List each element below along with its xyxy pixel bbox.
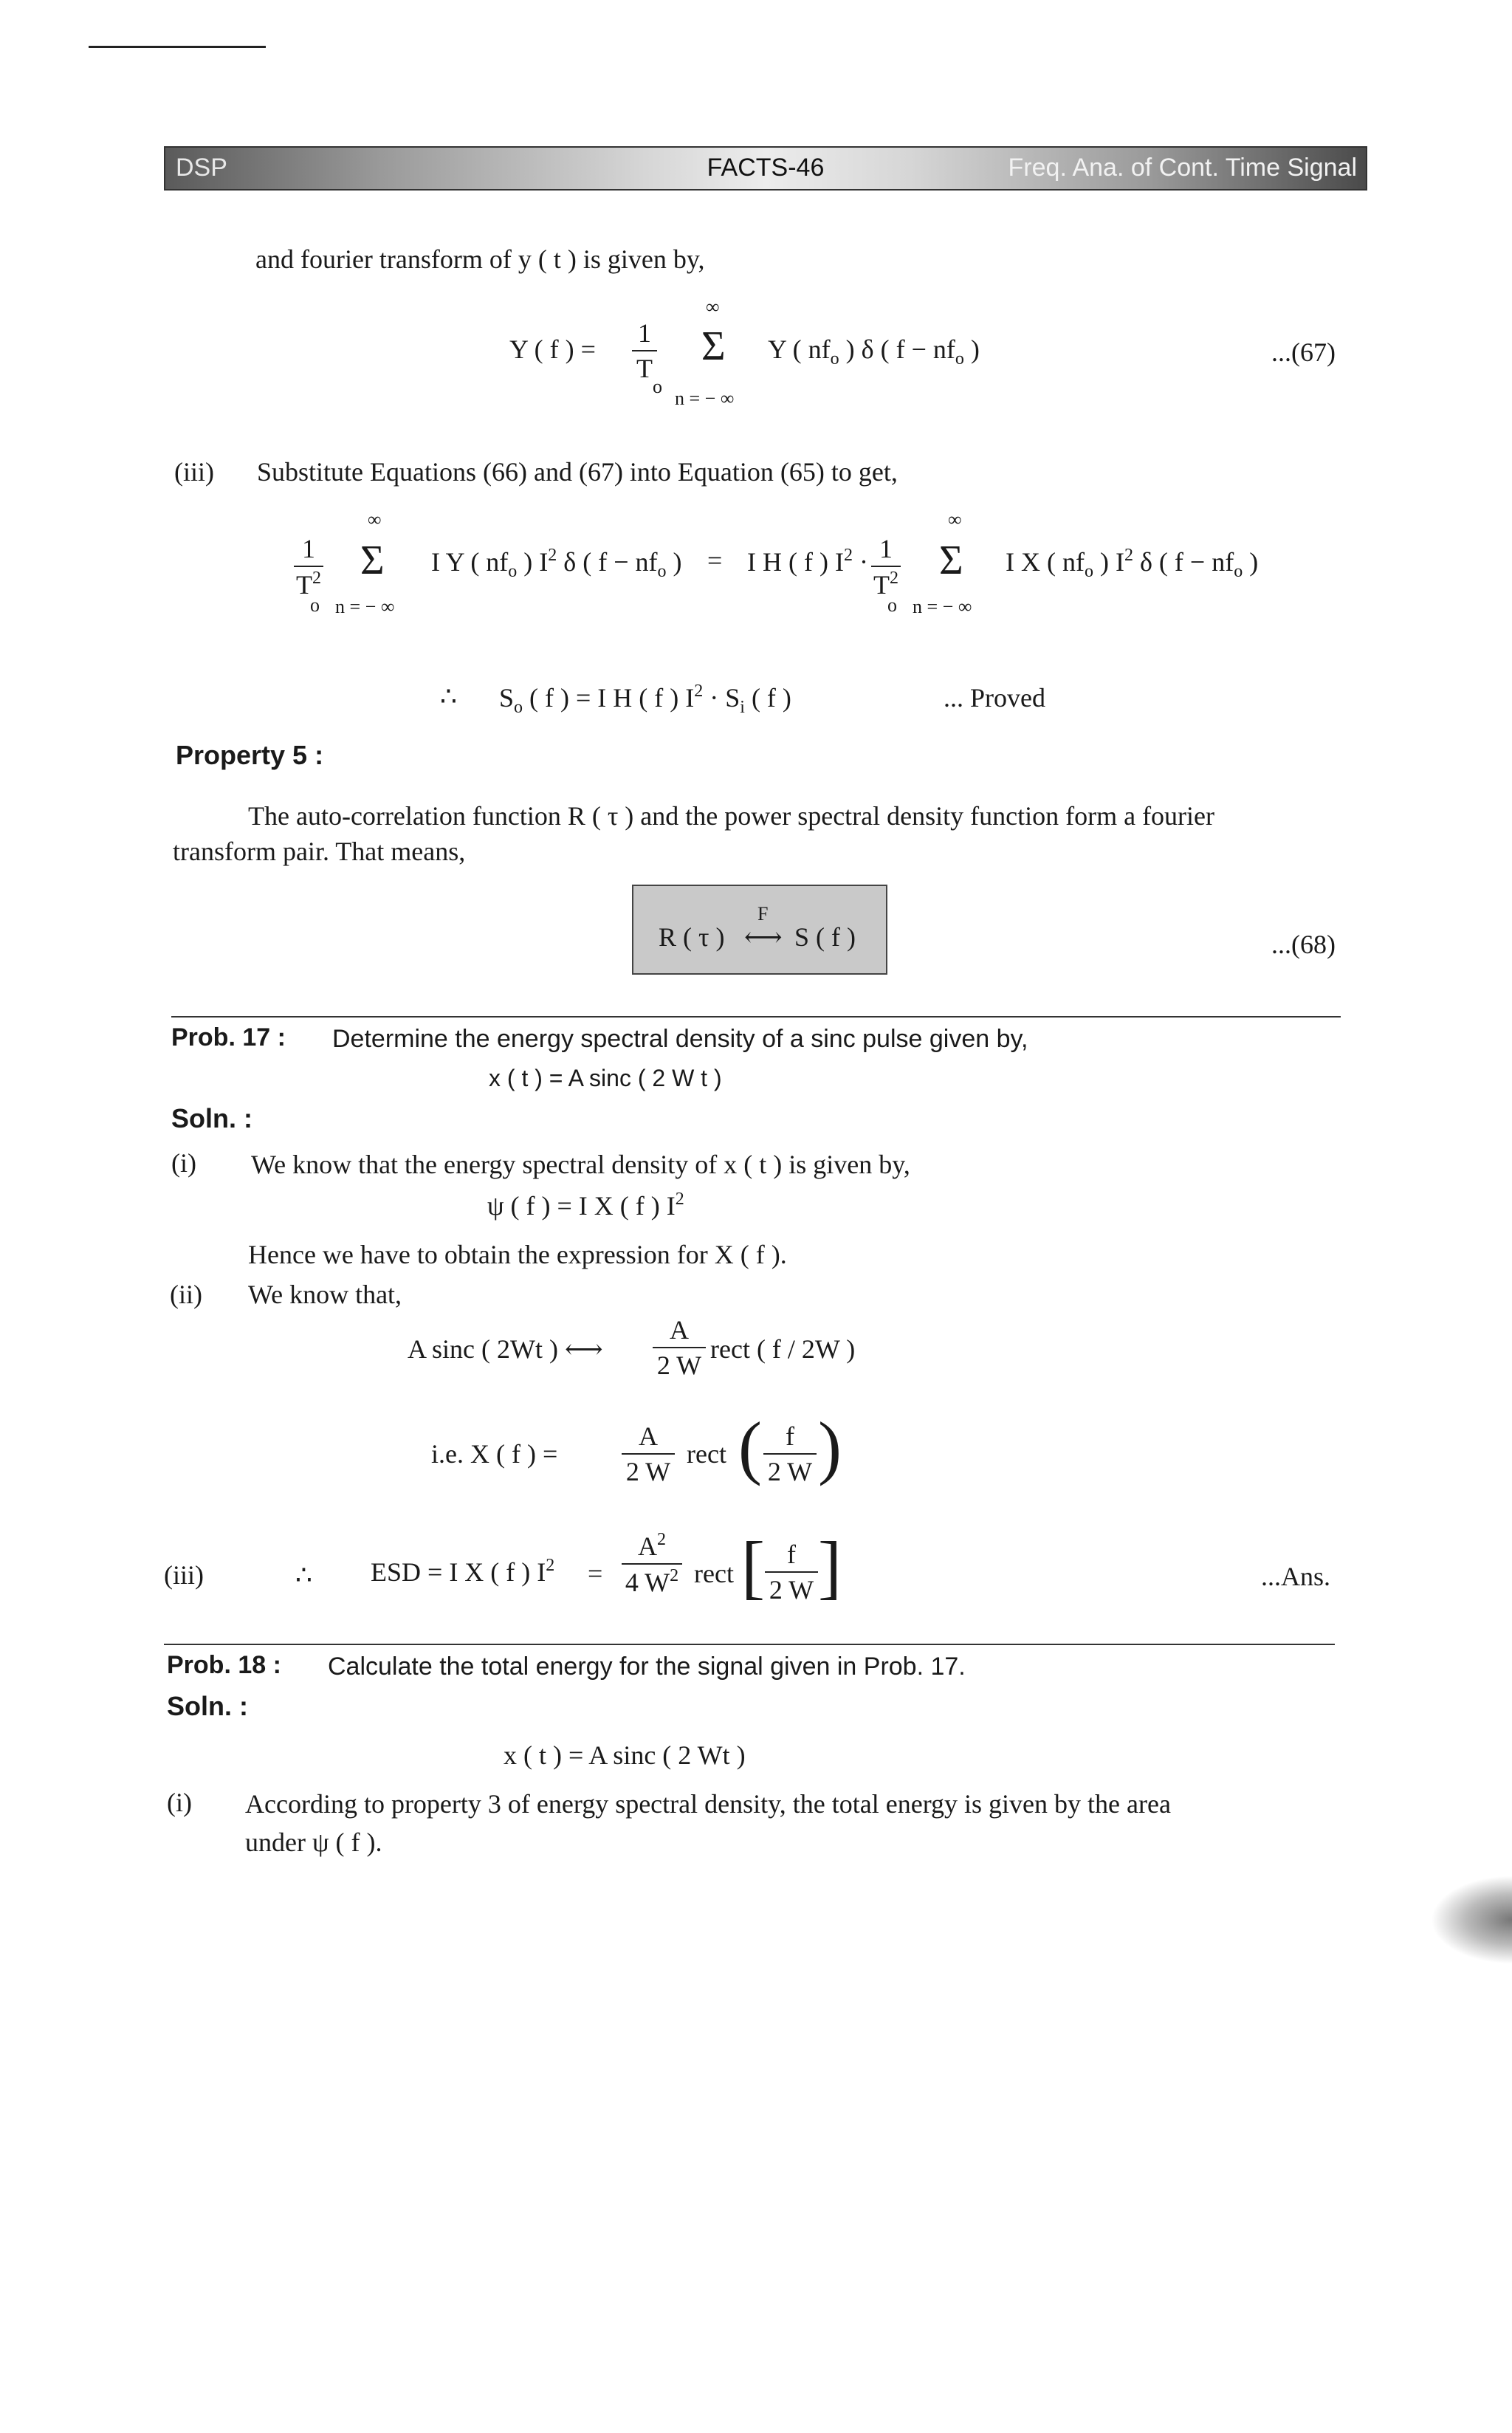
sub-sum-top-right: ∞ [948,509,962,530]
proved-note: ... Proved [944,683,1045,713]
prob17-given: x ( t ) = A sinc ( 2 W t ) [489,1065,722,1091]
therefore-symbol: ∴ [440,682,457,711]
page-header [164,146,1367,191]
prob17-iii-therefore: ∴ [295,1560,312,1590]
sub-mid: I H ( f ) $I^2$ · [747,546,868,577]
property5-line2: transform pair. That means, [173,837,466,866]
prob17-iii-label: (iii) [164,1560,204,1590]
prob18-i-line2: under ψ ( f ). [245,1828,382,1857]
prob17-i-text: We know that the energy spectral density of x ( t ) is given by, [251,1150,910,1179]
eq67-body: Y ( $nf_o$ ) δ ( $f - nf_o$ ) [768,334,980,368]
eq67-number: ...(67) [1271,337,1336,367]
sub-denom-sub-left: o [310,594,320,616]
prob17-label: Prob. 17 : [171,1023,286,1051]
pair-fraction: A 2 W [653,1314,706,1381]
page-edge-shadow [1431,1876,1512,1964]
sub-right-body: I X ( $nf_o$ ) $I^2$ δ ( $f - nf_o$ ) [1006,546,1259,581]
esd-equals: = [588,1559,603,1588]
sub-equals: = [707,546,723,575]
ie-fraction: A 2 W [622,1421,675,1487]
ie-right-paren: ) [818,1407,842,1486]
sub-left-body: I Y ( $nf_o$ ) $I^2$ δ ( $f - nf_o$ ) [431,546,682,581]
prob17-hence: Hence we have to obtain the expression for X ( f ). [248,1240,787,1269]
eq67-fraction [632,318,657,384]
box-lhs: R ( τ ) [659,922,725,952]
box-rhs: S ( f ) [794,922,856,952]
sub-frac-left: 1 $T^2$ [294,533,323,600]
sub-sigma-left: Σ [360,538,385,583]
intro-text: and fourier transform of y ( t ) is given by, [255,244,705,274]
esd-right-bracket: ] [818,1527,842,1606]
prob17-text: Determine the energy spectral density of a sinc pulse given by, [332,1025,1028,1053]
prob18-given: x ( t ) = A sinc ( 2 Wt ) [504,1740,746,1770]
prob17-ii-text: We know that, [248,1280,402,1309]
ie-lhs: i.e. X ( f ) = [431,1439,558,1469]
sub-frac-right: 1 $T^2$ [871,533,901,600]
step-iii-text: Substitute Equations (66) and (67) into Equation (65) to get, [257,457,898,487]
esd-inner-fraction: f 2 W [765,1539,818,1605]
prob18-label: Prob. 18 : [167,1651,281,1679]
top-rule [89,46,266,48]
property5-line1: The auto-correlation function R ( τ ) and the power spectral density function form a fourier [248,801,1215,831]
sub-denom-sub-right: o [887,594,897,616]
divider-2 [164,1644,1335,1645]
eq67-sigma: Σ [701,323,726,369]
sub-sum-bottom-left: n = − ∞ [335,596,395,617]
sub-sigma-right: Σ [939,538,963,583]
property5-heading: Property 5 : [176,740,324,770]
header-left: DSP [176,154,227,182]
eq68-number: ...(68) [1271,930,1336,959]
prob17-psi-eq: ψ ( f ) = I X ( f ) $I^2$ [487,1190,684,1221]
prob17-soln: Soln. : [171,1103,252,1133]
esd-lhs: ESD = I X ( f ) $I^2$ [371,1556,555,1587]
divider-1 [171,1016,1341,1018]
eq67-lhs: Y ( f ) = [509,334,596,364]
esd-left-bracket: [ [741,1527,765,1606]
ie-rect: rect [687,1439,726,1469]
prob18-i-label: (i) [167,1788,192,1817]
sub-sum-bottom-right: n = − ∞ [913,596,972,617]
prob18-text: Calculate the total energy for the signal given in Prob. 17. [328,1653,966,1681]
prob17-ii-label: (ii) [170,1280,202,1309]
header-center: FACTS-46 [707,154,825,182]
prob18-soln: Soln. : [167,1691,248,1721]
eq67-numer: 1 [638,318,651,348]
pair-lhs: A sinc ( 2Wt ) ⟷ [408,1334,603,1364]
eq67-denom: T [636,354,653,383]
prob18-i-line1: According to property 3 of energy spectral density, the total energy is given by the area [245,1789,1171,1819]
box-f-label: F [757,903,769,924]
box-arrow: ⟷ [744,922,783,952]
ie-inner-fraction: f 2 W [763,1421,817,1487]
prob17-ans: ...Ans. [1261,1562,1331,1591]
esd-rect: rect [694,1559,734,1588]
ie-left-paren: ( [738,1407,762,1486]
sub-sum-top-left: ∞ [368,509,382,530]
header-right: Freq. Ana. of Cont. Time Signal [1008,154,1357,182]
step-iii-label: (iii) [174,457,214,487]
eq67-sum-top: ∞ [706,296,720,318]
esd-fraction: $A^2$ 4 $W^2$ [622,1530,682,1598]
fourier-pair-box [632,885,887,975]
therefore-eq: $S_o$ ( f ) = I H ( f ) $I^2 \cdot S_i$ ( f ) [499,682,791,717]
eq67-denom-sub: o [653,376,662,397]
pair-rhs: rect ( f / 2W ) [710,1334,856,1364]
eq67-sum-bottom: n = − ∞ [675,388,735,409]
prob17-i-label: (i) [171,1148,196,1178]
